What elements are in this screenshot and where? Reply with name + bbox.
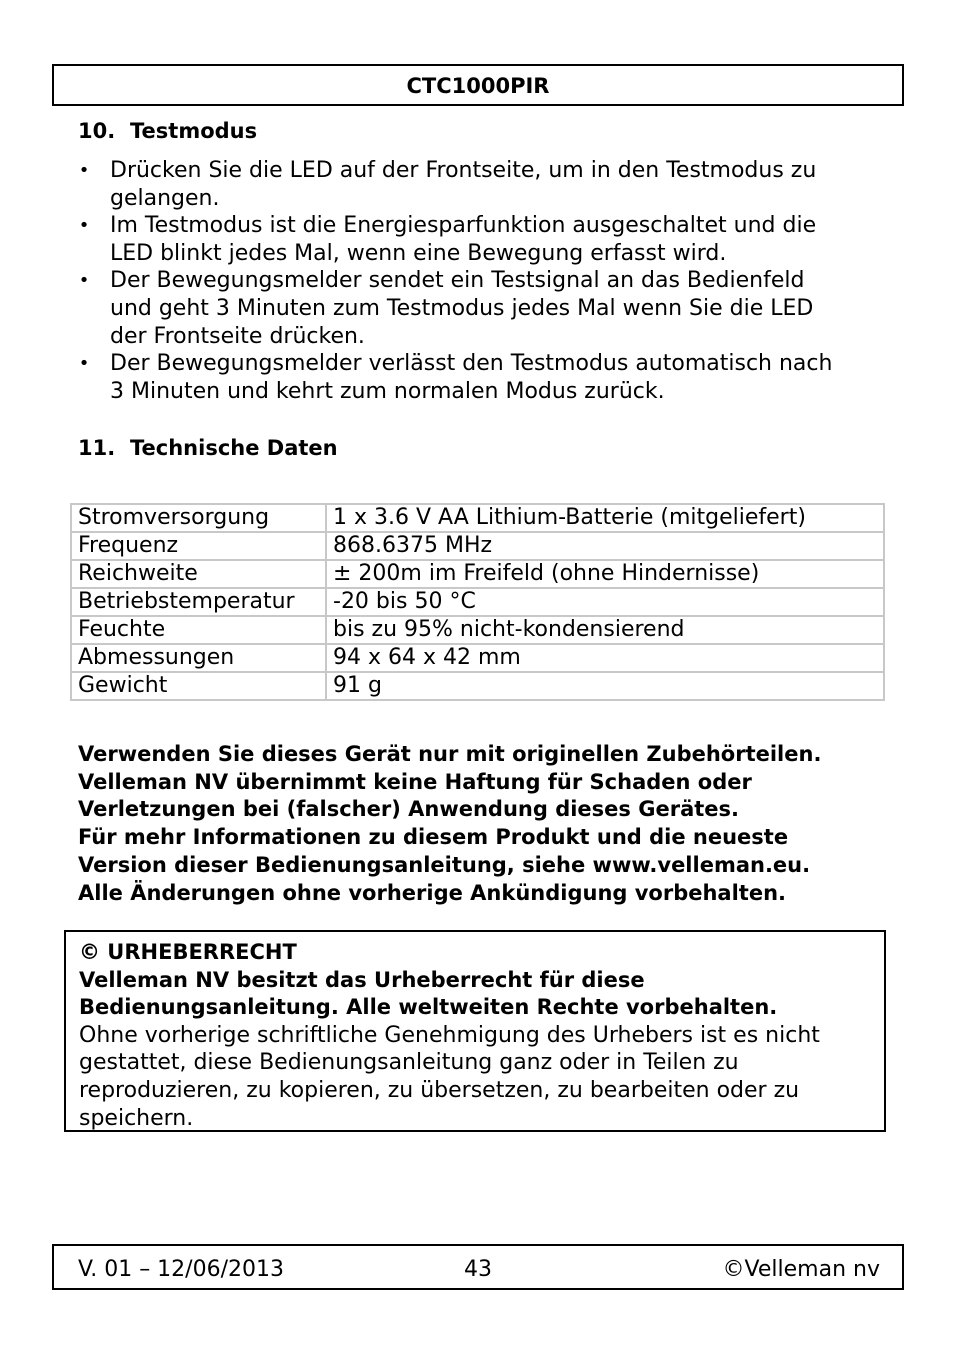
bullet-icon: • — [78, 215, 90, 237]
notice-line: Für mehr Informationen zu diesem Produkt und die neueste — [78, 825, 789, 850]
bullet-icon: • — [78, 270, 90, 292]
bullet-icon: • — [78, 160, 90, 181]
notice-line: Velleman NV übernimmt keine Haftung für Schaden oder — [78, 769, 752, 794]
table-row — [71, 588, 884, 616]
spec-value: 91 g — [326, 672, 884, 700]
spec-label: Gewicht — [71, 672, 326, 700]
section-10-heading — [78, 117, 257, 145]
section-11-heading — [78, 434, 338, 462]
spec-value: 1 x 3.6 V AA Lithium-Batterie (mitgeliefert) — [326, 504, 884, 532]
spec-label: Stromversorgung — [71, 504, 326, 532]
list-item: • Der Bewegungsmelder sendet ein Testsignal an das Bedienfeld und geht 3 Minuten zum Testmodus jedes Mal wenn Sie die LED der Frontseite drücken. — [78, 268, 814, 349]
copyright-bold-line: Bedienungsanleitung. Alle weltweiten Rechte vorbehalten. — [79, 995, 778, 1020]
table-row — [71, 672, 884, 700]
table-row — [71, 616, 884, 644]
table-row — [71, 644, 884, 672]
version-date: V. 01 – 12/06/2013 — [78, 1257, 284, 1282]
spec-value: 868.6375 MHz — [326, 532, 884, 560]
spec-label: Abmessungen — [71, 644, 326, 672]
usage-notice — [78, 741, 898, 907]
list-item: • Der Bewegungsmelder verlässt den Testmodus automatisch nach 3 Minuten und kehrt zum normalen Modus zurück. — [78, 351, 833, 404]
list-item: • Im Testmodus ist die Energiesparfunktion ausgeschaltet und die LED blinkt jedes Mal, wenn eine Bewegung erfasst wird. — [78, 213, 817, 266]
document-header — [52, 64, 904, 106]
copyright-box — [64, 930, 886, 1132]
notice-line: Version dieser Bedienungsanleitung, siehe www.velleman.eu. — [78, 852, 811, 877]
copyright-bold-line: Velleman NV besitzt das Urheberrecht für diese — [79, 967, 645, 992]
bullet-icon: • — [78, 353, 90, 375]
model-name: CTC1000PIR — [406, 74, 550, 98]
section-title: Testmodus — [130, 119, 258, 143]
spec-label: Betriebstemperatur — [71, 588, 326, 616]
spec-value: ± 200m im Freifeld (ohne Hindernisse) — [326, 560, 884, 588]
spec-value: bis zu 95% nicht-kondensierend — [326, 616, 884, 644]
copyright-text-line: Ohne vorherige schriftliche Genehmigung des Urhebers ist es nicht — [79, 1022, 820, 1048]
table-row — [71, 504, 884, 532]
brand-copyright: ©Velleman nv — [722, 1257, 880, 1282]
spec-label: Feuchte — [71, 616, 326, 644]
page-number: 43 — [464, 1257, 492, 1282]
copyright-text-line: gestattet, diese Bedienungsanleitung ganz oder in Teilen zu — [79, 1050, 739, 1076]
notice-line: Verletzungen bei (falscher) Anwendung dieses Gerätes. — [78, 797, 739, 822]
table-row — [71, 532, 884, 560]
spec-label: Frequenz — [71, 532, 326, 560]
section-title: Technische Daten — [130, 436, 338, 460]
notice-line: Alle Änderungen ohne vorherige Ankündigung vorbehalten. — [78, 880, 787, 905]
section-number: 10. — [78, 119, 116, 143]
notice-line: Verwenden Sie dieses Gerät nur mit originellen Zubehörteilen. — [78, 742, 822, 766]
copyright-text-line: speichern. — [79, 1105, 194, 1131]
section-number: 11. — [78, 436, 116, 460]
document-footer — [52, 1244, 904, 1290]
testmode-bullet-list — [78, 157, 878, 405]
spec-value: 94 x 64 x 42 mm — [326, 644, 884, 672]
technical-data-table — [70, 503, 885, 701]
table-row — [71, 560, 884, 588]
spec-label: Reichweite — [71, 560, 326, 588]
copyright-heading: © URHEBERRECHT — [79, 940, 297, 964]
copyright-text-line: reproduzieren, zu kopieren, zu übersetzen, zu bearbeiten oder zu — [79, 1077, 800, 1103]
list-item: • Drücken Sie die LED auf der Frontseite, um in den Testmodus zu gelangen. — [78, 158, 817, 211]
spec-value: -20 bis 50 °C — [326, 588, 884, 616]
